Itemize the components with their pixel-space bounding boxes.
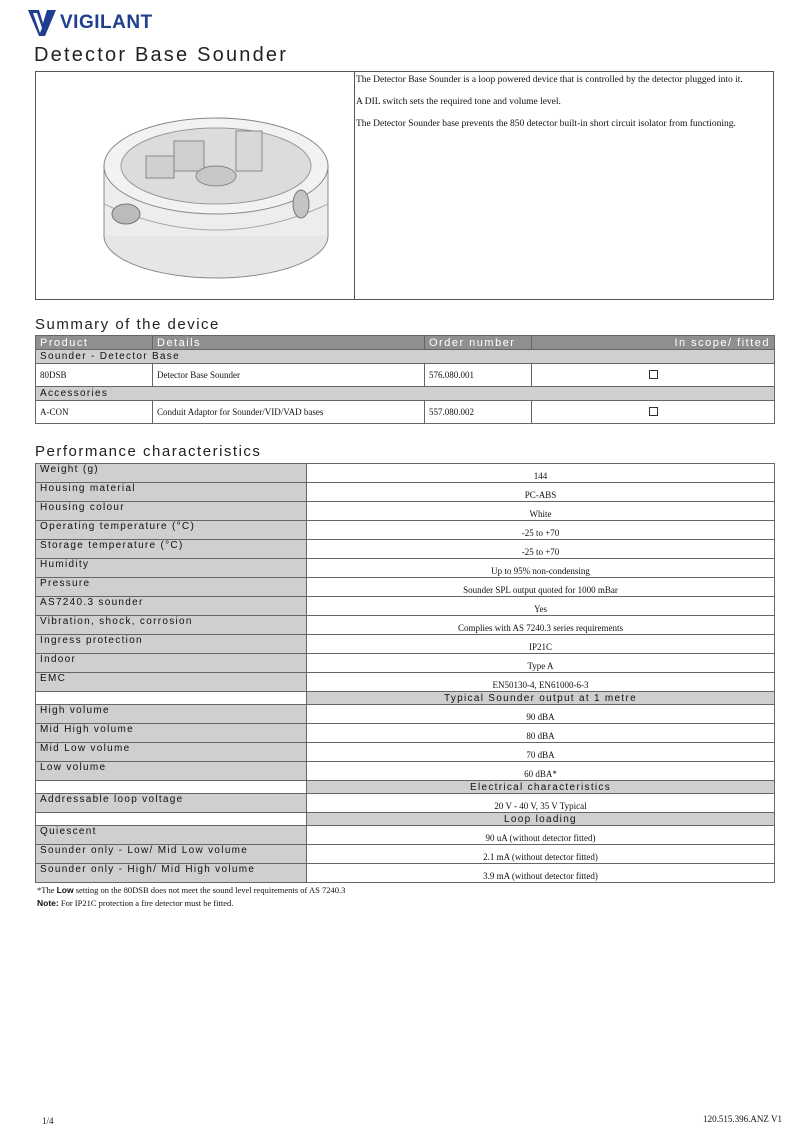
table-row [36, 401, 775, 424]
spec-value: Sounder SPL output quoted for 1000 mBar [307, 578, 775, 597]
subsection-title: Electrical characteristics [307, 781, 775, 794]
spec-label: Pressure [36, 578, 307, 597]
col-in-scope: In scope/ fitted [532, 336, 775, 350]
summary-heading: Summary of the device [35, 316, 220, 333]
table-row [36, 597, 775, 616]
spec-label: Operating temperature (°C) [36, 521, 307, 540]
product-description [356, 74, 770, 140]
spec-value: 20 V - 40 V, 35 V Typical [307, 794, 775, 813]
description-line-2: A DIL switch sets the required tone and volume level. [356, 97, 561, 107]
spec-label: Addressable loop voltage [36, 794, 307, 813]
detector-base-image [86, 86, 346, 286]
product-cell: A-CON [36, 401, 153, 424]
table-row [36, 540, 775, 559]
spec-value: Yes [307, 597, 775, 616]
spec-value: 90 dBA [307, 705, 775, 724]
subsection-row [36, 813, 775, 826]
table-row [36, 559, 775, 578]
description-line-1: The Detector Base Sounder is a loop powered device that is controlled by the detector plugged into it. [356, 75, 743, 85]
spec-label: Quiescent [36, 826, 307, 845]
page-number: 1/4 [42, 1116, 54, 1126]
table-row [36, 826, 775, 845]
spec-value: EN50130-4, EN61000-6-3 [307, 673, 775, 692]
table-row [36, 794, 775, 813]
spec-label: Indoor [36, 654, 307, 673]
spec-label: Mid High volume [36, 724, 307, 743]
note-text: For IP21C protection a fire detector must be fitted. [60, 898, 234, 908]
document-number: 120.515.396.ANZ V1 [703, 1114, 782, 1124]
footnote-ip21c [37, 898, 233, 908]
group-row [36, 387, 775, 401]
table-row [36, 845, 775, 864]
subsection-title: Typical Sounder output at 1 metre [307, 692, 775, 705]
subsection-row [36, 781, 775, 794]
group-name: Accessories [36, 387, 775, 401]
spec-value: 60 dBA* [307, 762, 775, 781]
order-cell: 576.080.001 [425, 364, 532, 387]
spec-label: Humidity [36, 559, 307, 578]
spec-value: 90 uA (without detector fitted) [307, 826, 775, 845]
subsection-title: Loop loading [307, 813, 775, 826]
table-row [36, 864, 775, 883]
table-row [36, 616, 775, 635]
spec-label: Weight (g) [36, 464, 307, 483]
spec-label: Housing colour [36, 502, 307, 521]
col-order-number: Order number [425, 336, 532, 350]
footnote-bold: Low [56, 885, 74, 895]
spec-label: Housing material [36, 483, 307, 502]
spec-label: Vibration, shock, corrosion [36, 616, 307, 635]
spec-value: -25 to +70 [307, 521, 775, 540]
footnote-low-setting [37, 885, 345, 895]
order-cell: 557.080.002 [425, 401, 532, 424]
table-row [36, 635, 775, 654]
footnote-text: setting on the 80DSB does not meet the sound level requirements of AS 7240.3 [75, 885, 346, 895]
spec-value: White [307, 502, 775, 521]
fitted-checkbox[interactable] [649, 370, 658, 379]
table-row [36, 654, 775, 673]
table-row [36, 464, 775, 483]
subsection-row [36, 692, 775, 705]
brand-name: VIGILANT [60, 12, 153, 33]
spec-label: Low volume [36, 762, 307, 781]
table-row [36, 364, 775, 387]
table-row [36, 762, 775, 781]
spec-value: 144 [307, 464, 775, 483]
vigilant-v-icon [27, 9, 57, 37]
overview-divider [354, 72, 355, 299]
spec-value: 3.9 mA (without detector fitted) [307, 864, 775, 883]
spec-label: Ingress protection [36, 635, 307, 654]
spec-value: Complies with AS 7240.3 series requirements [307, 616, 775, 635]
table-row [36, 502, 775, 521]
spec-label: Storage temperature (°C) [36, 540, 307, 559]
spec-value: 80 dBA [307, 724, 775, 743]
spec-value: 70 dBA [307, 743, 775, 762]
details-cell: Conduit Adaptor for Sounder/VID/VAD bases [153, 401, 425, 424]
table-row [36, 483, 775, 502]
note-label: Note: [37, 898, 59, 908]
page-title: Detector Base Sounder [34, 44, 289, 66]
spec-value: 2.1 mA (without detector fitted) [307, 845, 775, 864]
description-line-3: The Detector Sounder base prevents the 850 detector built-in short circuit isolator from functioning. [356, 119, 736, 129]
table-row [36, 673, 775, 692]
group-name: Sounder - Detector Base [36, 350, 775, 364]
table-row [36, 724, 775, 743]
table-row [36, 578, 775, 597]
spec-value: Up to 95% non-condensing [307, 559, 775, 578]
group-row [36, 350, 775, 364]
spec-label: Mid Low volume [36, 743, 307, 762]
spec-label: Sounder only - High/ Mid High volume [36, 864, 307, 883]
performance-table [35, 463, 775, 883]
table-row [36, 743, 775, 762]
performance-heading: Performance characteristics [35, 443, 262, 460]
summary-table [35, 335, 775, 424]
col-details: Details [153, 336, 425, 350]
product-cell: 80DSB [36, 364, 153, 387]
footnote-prefix: *The [37, 885, 55, 895]
spec-value: -25 to +70 [307, 540, 775, 559]
vigilant-logo [27, 8, 153, 38]
summary-header-row [36, 336, 775, 350]
product-overview-box [35, 71, 774, 300]
fitted-checkbox[interactable] [649, 407, 658, 416]
fitted-cell [532, 401, 775, 424]
spec-label: High volume [36, 705, 307, 724]
table-row [36, 705, 775, 724]
col-product: Product [36, 336, 153, 350]
details-cell: Detector Base Sounder [153, 364, 425, 387]
spec-label: AS7240.3 sounder [36, 597, 307, 616]
fitted-cell [532, 364, 775, 387]
spec-label: EMC [36, 673, 307, 692]
spec-value: IP21C [307, 635, 775, 654]
spec-value: Type A [307, 654, 775, 673]
spec-label: Sounder only - Low/ Mid Low volume [36, 845, 307, 864]
table-row [36, 521, 775, 540]
spec-value: PC-ABS [307, 483, 775, 502]
